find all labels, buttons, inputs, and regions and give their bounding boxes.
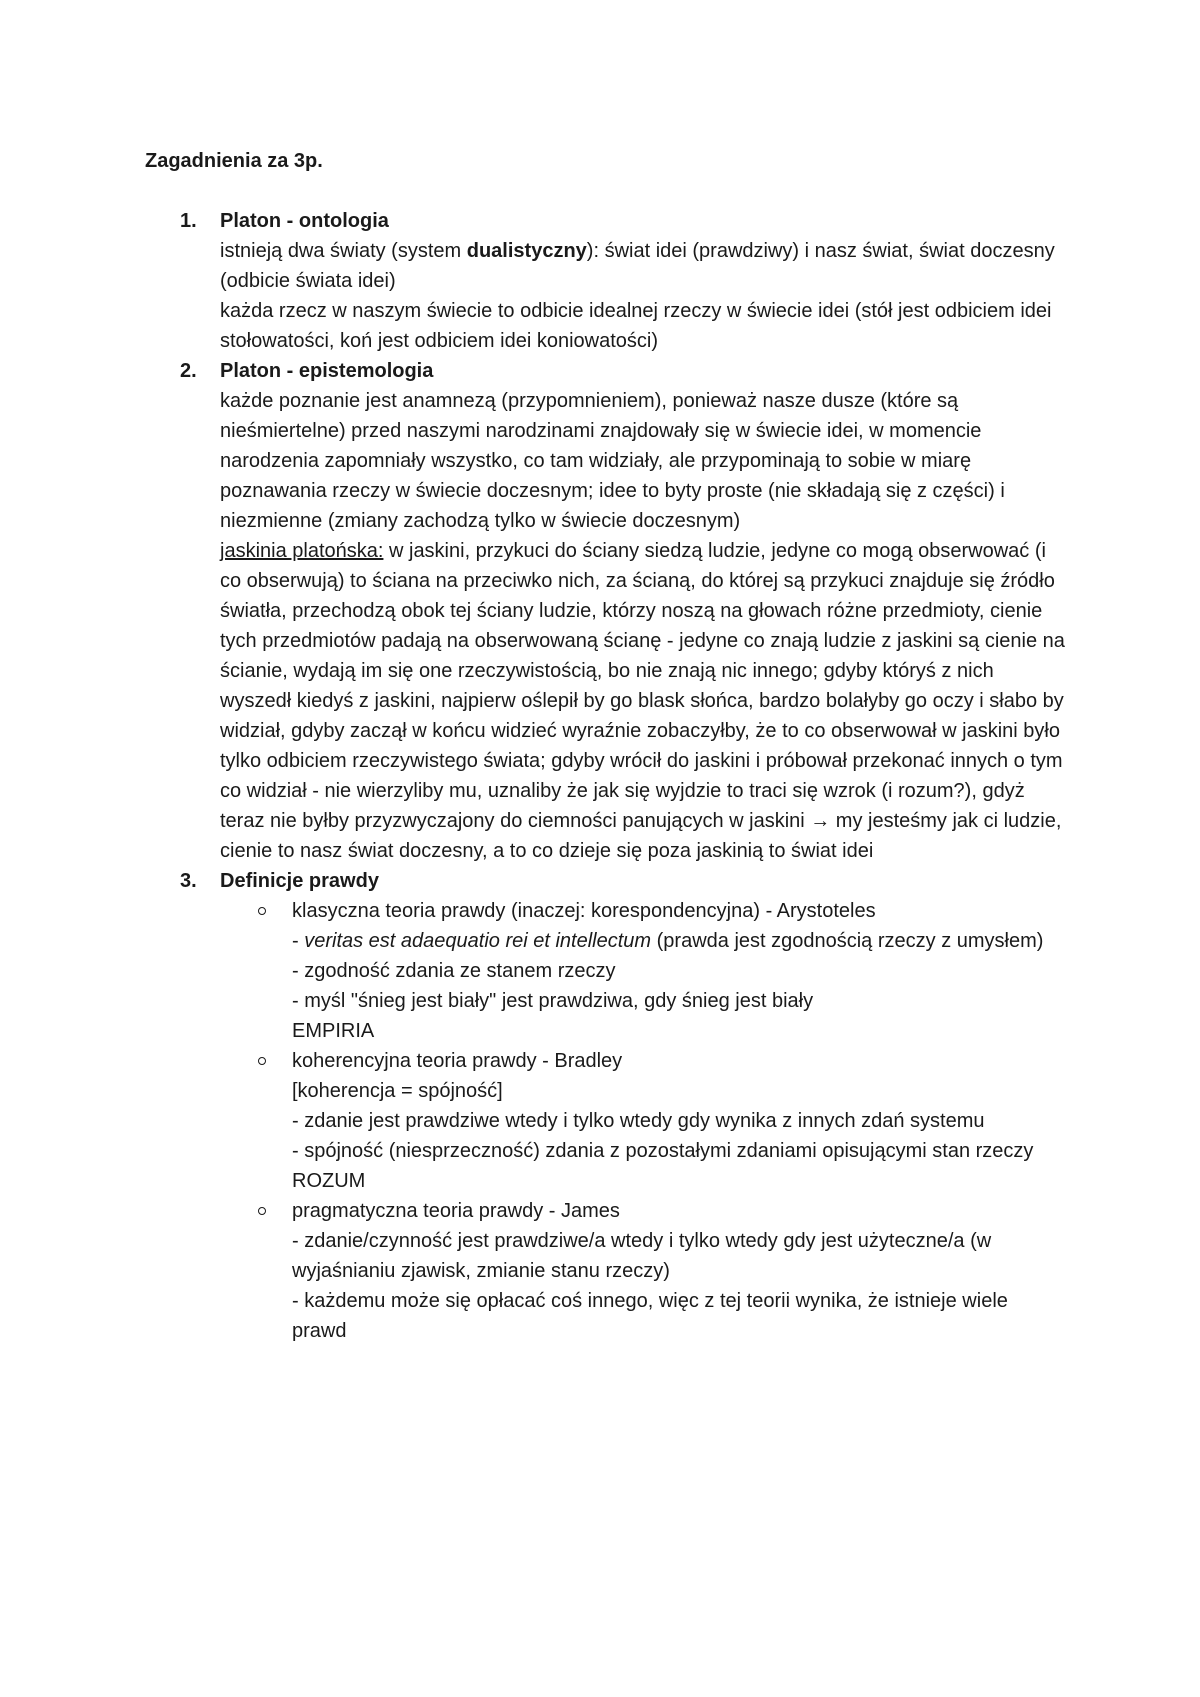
section-number: 1. (180, 210, 197, 232)
paragraph (220, 536, 1065, 866)
hollow-bullet-icon (258, 1057, 266, 1065)
list-item-pragmatyczna (220, 1196, 1065, 1346)
bold-term: dualistyczny (466, 240, 587, 262)
item-line: - zgodność zdania ze stanem rzeczy (292, 960, 616, 982)
item-heading: koherencyjna teoria prawdy - Bradley (292, 1050, 623, 1072)
paragraph-text: istnieją dwa światy (system (220, 240, 467, 262)
item-line: - zdanie/czynność jest prawdziwe/a wtedy i tylko wtedy gdy jest użyteczne/a (w wyjaśnianiu zjawisk, zmianie stanu rzeczy) (292, 1230, 992, 1282)
section-epistemologia (145, 356, 1065, 866)
underlined-term: jaskinia platońska: (220, 540, 384, 562)
section-number: 3. (180, 870, 197, 892)
item-line: - spójność (niesprzeczność) zdania z pozostałymi zdaniami opisującymi stan rzeczy (292, 1140, 1034, 1162)
item-line: - każdemu może się opłacać coś innego, więc z tej teorii wynika, że istnieje wiele prawd (292, 1290, 1008, 1342)
truth-theories-list (220, 896, 1065, 1346)
paragraph: każde poznanie jest anamnezą (przypomnieniem), ponieważ nasze dusze (które są nieśmiertelne) przed naszymi narodzinami znajdowały się w świecie idei, w momencie narodzenia zapomniały wszystko, co tam widziały, ale przypominają to sobie w miarę poznawania rzeczy w świecie doczesnym; idee to byty proste (nie składają się z części) i niezmienne (zmiany zachodzą tylko w świecie doczesnym) (220, 390, 1005, 532)
paragraph (220, 236, 1065, 296)
item-line (292, 926, 1065, 956)
section-definicje-prawdy (145, 866, 1065, 1346)
section-ontologia (145, 206, 1065, 356)
paragraph-text: w jaskini, przykuci do ściany siedzą ludzie, jedyne co mogą obserwować (i co obserwują) to ściana na przeciwko nich, za ścianą, do której są przykuci znajduje się źródło światła, przechodzą obok tej ściany ludzie, którzy noszą na głowach różne przedmioty, cienie tych przedmiotów padają na obserwowaną ścianę - jedyne co znają ludzie z jaskini są cienie na ścianie, wydają im się one rzeczywistością, bo nie znają nic innego; gdyby któryś z nich wyszedł kiedyś z jaskini, najpierw oślepił by go blask słońca, bardzo bolałyby go oczy i słabo by widział, gdyby zaczął w końcu widzieć wyraźnie zobaczyłby, że to co obserwował w jaskini było tylko odbiciem rzeczywistego świata; gdyby wrócił do jaskini i próbował przekonać innych o tym co widział - nie wierzyliby mu, uznaliby że jak się wyjdzie to traci się wzrok (i rozum?), gdyż teraz nie byłby przyzwyczajony do ciemności panujących w jaskini → my jesteśmy jak ci ludzie, cienie to nasz świat doczesny, a to co dzieje się poza jaskinią to świat idei (220, 540, 1065, 862)
list-item-klasyczna (220, 896, 1065, 1046)
hollow-bullet-icon (258, 1207, 266, 1215)
document-title: Zagadnienia za 3p. (145, 150, 323, 172)
section-number: 2. (180, 360, 197, 382)
document-content (145, 206, 1065, 1346)
list-item-koherencyjna (220, 1046, 1065, 1196)
item-line: ROZUM (292, 1170, 366, 1192)
section-title: Platon - ontologia (220, 210, 389, 232)
latin-quote: veritas est adaequatio rei et intellectum (304, 930, 652, 952)
item-line: EMPIRIA (292, 1020, 375, 1042)
item-line: - myśl "śnieg jest biały" jest prawdziwa, gdy śnieg jest biały (292, 990, 814, 1012)
section-title: Platon - epistemologia (220, 360, 434, 382)
paragraph: każda rzecz w naszym świecie to odbicie idealnej rzeczy w świecie idei (stół jest odbiciem idei stołowatości, koń jest odbiciem idei koniowatości) (220, 300, 1052, 352)
item-heading: klasyczna teoria prawdy (inaczej: korespondencyjna) - Arystoteles (292, 900, 876, 922)
item-line: [koherencja = spójność] (292, 1080, 503, 1102)
item-text: - (292, 930, 305, 952)
item-heading: pragmatyczna teoria prawdy - James (292, 1200, 620, 1222)
hollow-bullet-icon (258, 907, 266, 915)
item-text: (prawda jest zgodnością rzeczy z umysłem) (651, 930, 1044, 952)
section-title: Definicje prawdy (220, 870, 379, 892)
item-line: - zdanie jest prawdziwe wtedy i tylko wtedy gdy wynika z innych zdań systemu (292, 1110, 985, 1132)
paragraph-text: ): świat idei (prawdziwy) i nasz świat, świat doczesny (odbicie świata idei) (220, 240, 1055, 292)
